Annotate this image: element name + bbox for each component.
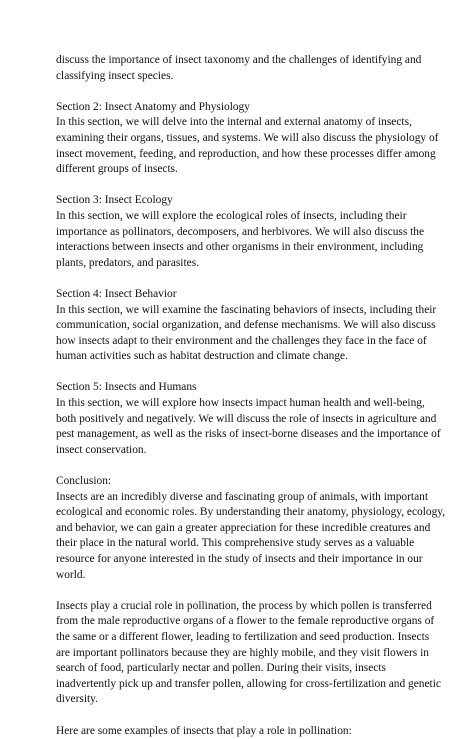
text-line: classifying insect species. xyxy=(56,69,174,82)
text-line: ecological and economic roles. By understanding their anatomy, physiology, ecology, xyxy=(56,506,446,519)
text-line: discuss the importance of insect taxonomy and the challenges of identifying and xyxy=(56,54,422,66)
text-line: search of food, particularly nectar and pollen. During their visits, insects xyxy=(56,662,386,675)
closing-line: Here are some examples of insects that play a role in pollination: xyxy=(56,724,352,737)
text-line: In this section, we will explore the ecological roles of insects, including their xyxy=(56,209,407,222)
text-line: are important pollinators because they are highly mobile, and they visit flowers in xyxy=(56,646,429,659)
text-line: the same or a different flower, leading to fertilization and seed production. Insects xyxy=(56,630,430,643)
text-line: In this section, we will explore how insects impact human health and well-being, xyxy=(56,397,425,410)
text-line: In this section, we will delve into the internal and external anatomy of insects, xyxy=(56,116,412,129)
text-line: importance as pollinators, decomposers, and herbivores. We will also discuss the xyxy=(56,225,425,238)
text-line: insect movement, feeding, and reproduction, and how these processes differ among xyxy=(56,147,436,160)
text-line: both positively and negatively. We will discuss the role of insects in agriculture and xyxy=(56,412,437,425)
text-line: Insects are an incredibly diverse and fascinating group of animals, with important xyxy=(56,490,428,503)
intro-paragraph xyxy=(56,53,434,84)
section-conclusion xyxy=(56,474,446,583)
text-line: interactions between insects and other organisms in their environment, including xyxy=(56,241,424,254)
section-ecology xyxy=(56,193,434,271)
text-line: In this section, we will examine the fascinating behaviors of insects, including their xyxy=(56,303,437,316)
text-line: from the male reproductive organs of a flower to the female reproductive organs of xyxy=(56,615,435,628)
text-line: and behavior, we can gain a greater appreciation for these incredible creatures and xyxy=(56,521,431,534)
section-heading: Section 5: Insects and Humans xyxy=(56,381,197,394)
text-line: resource for anyone interested in the study of insects and their importance in our xyxy=(56,553,423,565)
text-line: Insects play a crucial role in pollination, the process by which pollen is transferred xyxy=(56,599,432,612)
text-line: their place in the natural world. This comprehensive study serves as a valuable xyxy=(56,537,415,550)
text-line: communication, social organization, and defense mechanisms. We will also discuss xyxy=(56,319,436,332)
text-line: plants, predators, and parasites. xyxy=(56,256,199,269)
section-heading: Section 2: Insect Anatomy and Physiology xyxy=(56,100,250,113)
section-heading: Conclusion: xyxy=(56,475,112,488)
text-line: pest management, as well as the risks of insect-borne diseases and the importance of xyxy=(56,428,441,441)
text-line: examining their organs, tissues, and systems. We will also discuss the physiology of xyxy=(56,131,439,144)
text-line: how insects adapt to their environment and the challenges they face in the face of xyxy=(56,334,427,347)
text-line: human activities such as habitat destruction and climate change. xyxy=(56,350,348,363)
text-line: different groups of insects. xyxy=(56,163,178,176)
section-heading: Section 3: Insect Ecology xyxy=(56,194,173,207)
text-line: insect conservation. xyxy=(56,443,147,456)
closing-paragraph xyxy=(56,724,434,739)
text-line: diversity. xyxy=(56,693,98,706)
text-line: inadvertently pick up and transfer pollen, allowing for cross-fertilization and genetic xyxy=(56,677,441,690)
section-heading: Section 4: Insect Behavior xyxy=(56,287,177,300)
section-anatomy-physiology xyxy=(56,100,439,178)
pollination-paragraph xyxy=(56,599,441,708)
text-line: world. xyxy=(56,568,86,581)
section-behavior xyxy=(56,287,437,365)
section-insects-humans xyxy=(56,380,441,458)
